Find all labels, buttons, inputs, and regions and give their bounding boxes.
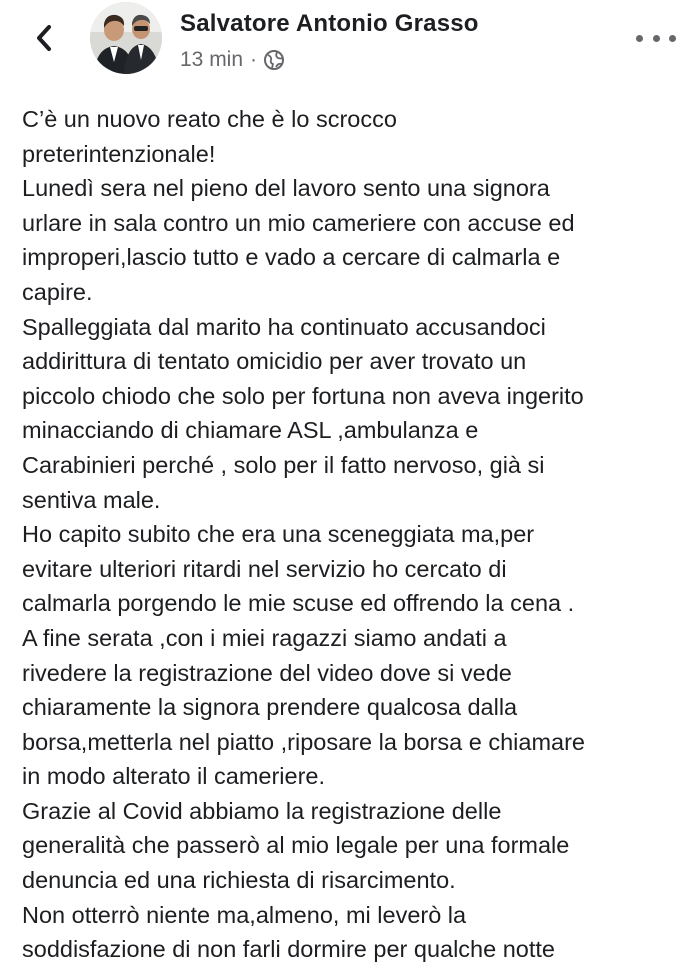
post-line: Grazie al Covid abbiamo la registrazione delle xyxy=(22,797,502,824)
back-button[interactable] xyxy=(26,20,62,56)
post-line: piccolo chiodo che solo per fortuna non aveva ingerito xyxy=(22,382,584,409)
avatar-photo xyxy=(90,2,162,74)
author-avatar[interactable] xyxy=(90,2,162,74)
post-text xyxy=(22,102,692,967)
post-line: chiaramente la signora prendere qualcosa dalla xyxy=(22,694,518,721)
meta-separator: · xyxy=(250,48,258,71)
chevron-left-icon xyxy=(34,23,54,53)
post-line: C’è un nuovo reato che è lo scrocco xyxy=(22,106,397,132)
post-line: minacciando di chiamare ASL ,ambulanza e xyxy=(22,417,479,444)
globe-icon[interactable] xyxy=(263,49,285,71)
post-line: calmarla porgendo le mie scuse ed offrendo la cena . xyxy=(22,590,575,617)
post-line: capire. xyxy=(22,278,93,305)
post-line: urlare in sala contro un mio cameriere con accuse ed xyxy=(22,209,575,236)
post-line: preterintenzionale! xyxy=(22,140,216,167)
post-line: sentiva male. xyxy=(22,486,161,513)
more-options-button[interactable] xyxy=(636,26,676,50)
post-header xyxy=(0,0,700,90)
post-meta xyxy=(180,46,285,74)
post-line: Spalleggiata dal marito ha continuato accusandoci xyxy=(22,313,546,340)
post-line: Carabinieri perché , solo per il fatto nervoso, già si xyxy=(22,451,545,478)
post-line: in modo alterato il cameriere. xyxy=(22,763,326,790)
post-line: Lunedì sera nel pieno del lavoro sento una signora xyxy=(22,175,550,202)
post-line: evitare ulteriori ritardi nel servizio ho cercato di xyxy=(22,555,507,582)
post-line: generalità che passerò al mio legale per una formale xyxy=(22,832,570,859)
post-line: A fine serata ,con i miei ragazzi siamo andati a xyxy=(22,624,507,651)
more-horizontal-icon-dot xyxy=(669,35,676,42)
more-horizontal-icon xyxy=(636,35,643,42)
post-line: Ho capito subito che era una sceneggiata ma,per xyxy=(22,521,535,548)
post-line: denuncia ed una richiesta di risarcimento. xyxy=(22,867,456,894)
author-name[interactable]: Salvatore Antonio Grasso xyxy=(180,10,479,37)
more-horizontal-icon-dot xyxy=(653,35,660,42)
post-line: borsa,metterla nel piatto ,riposare la borsa e chiamare xyxy=(22,728,585,755)
post-time[interactable]: 13 min xyxy=(180,48,244,71)
post-line: addirittura di tentato omicidio per aver trovato un xyxy=(22,348,527,375)
post-line: soddisfazione di non farli dormire per qualche notte xyxy=(22,936,555,963)
post-line: improperi,lascio tutto e vado a cercare di calmarla e xyxy=(22,244,561,271)
post-line: Non otterrò niente ma,almeno, mi leverò la xyxy=(22,901,467,928)
post-line: rivedere la registrazione del video dove si vede xyxy=(22,659,512,686)
